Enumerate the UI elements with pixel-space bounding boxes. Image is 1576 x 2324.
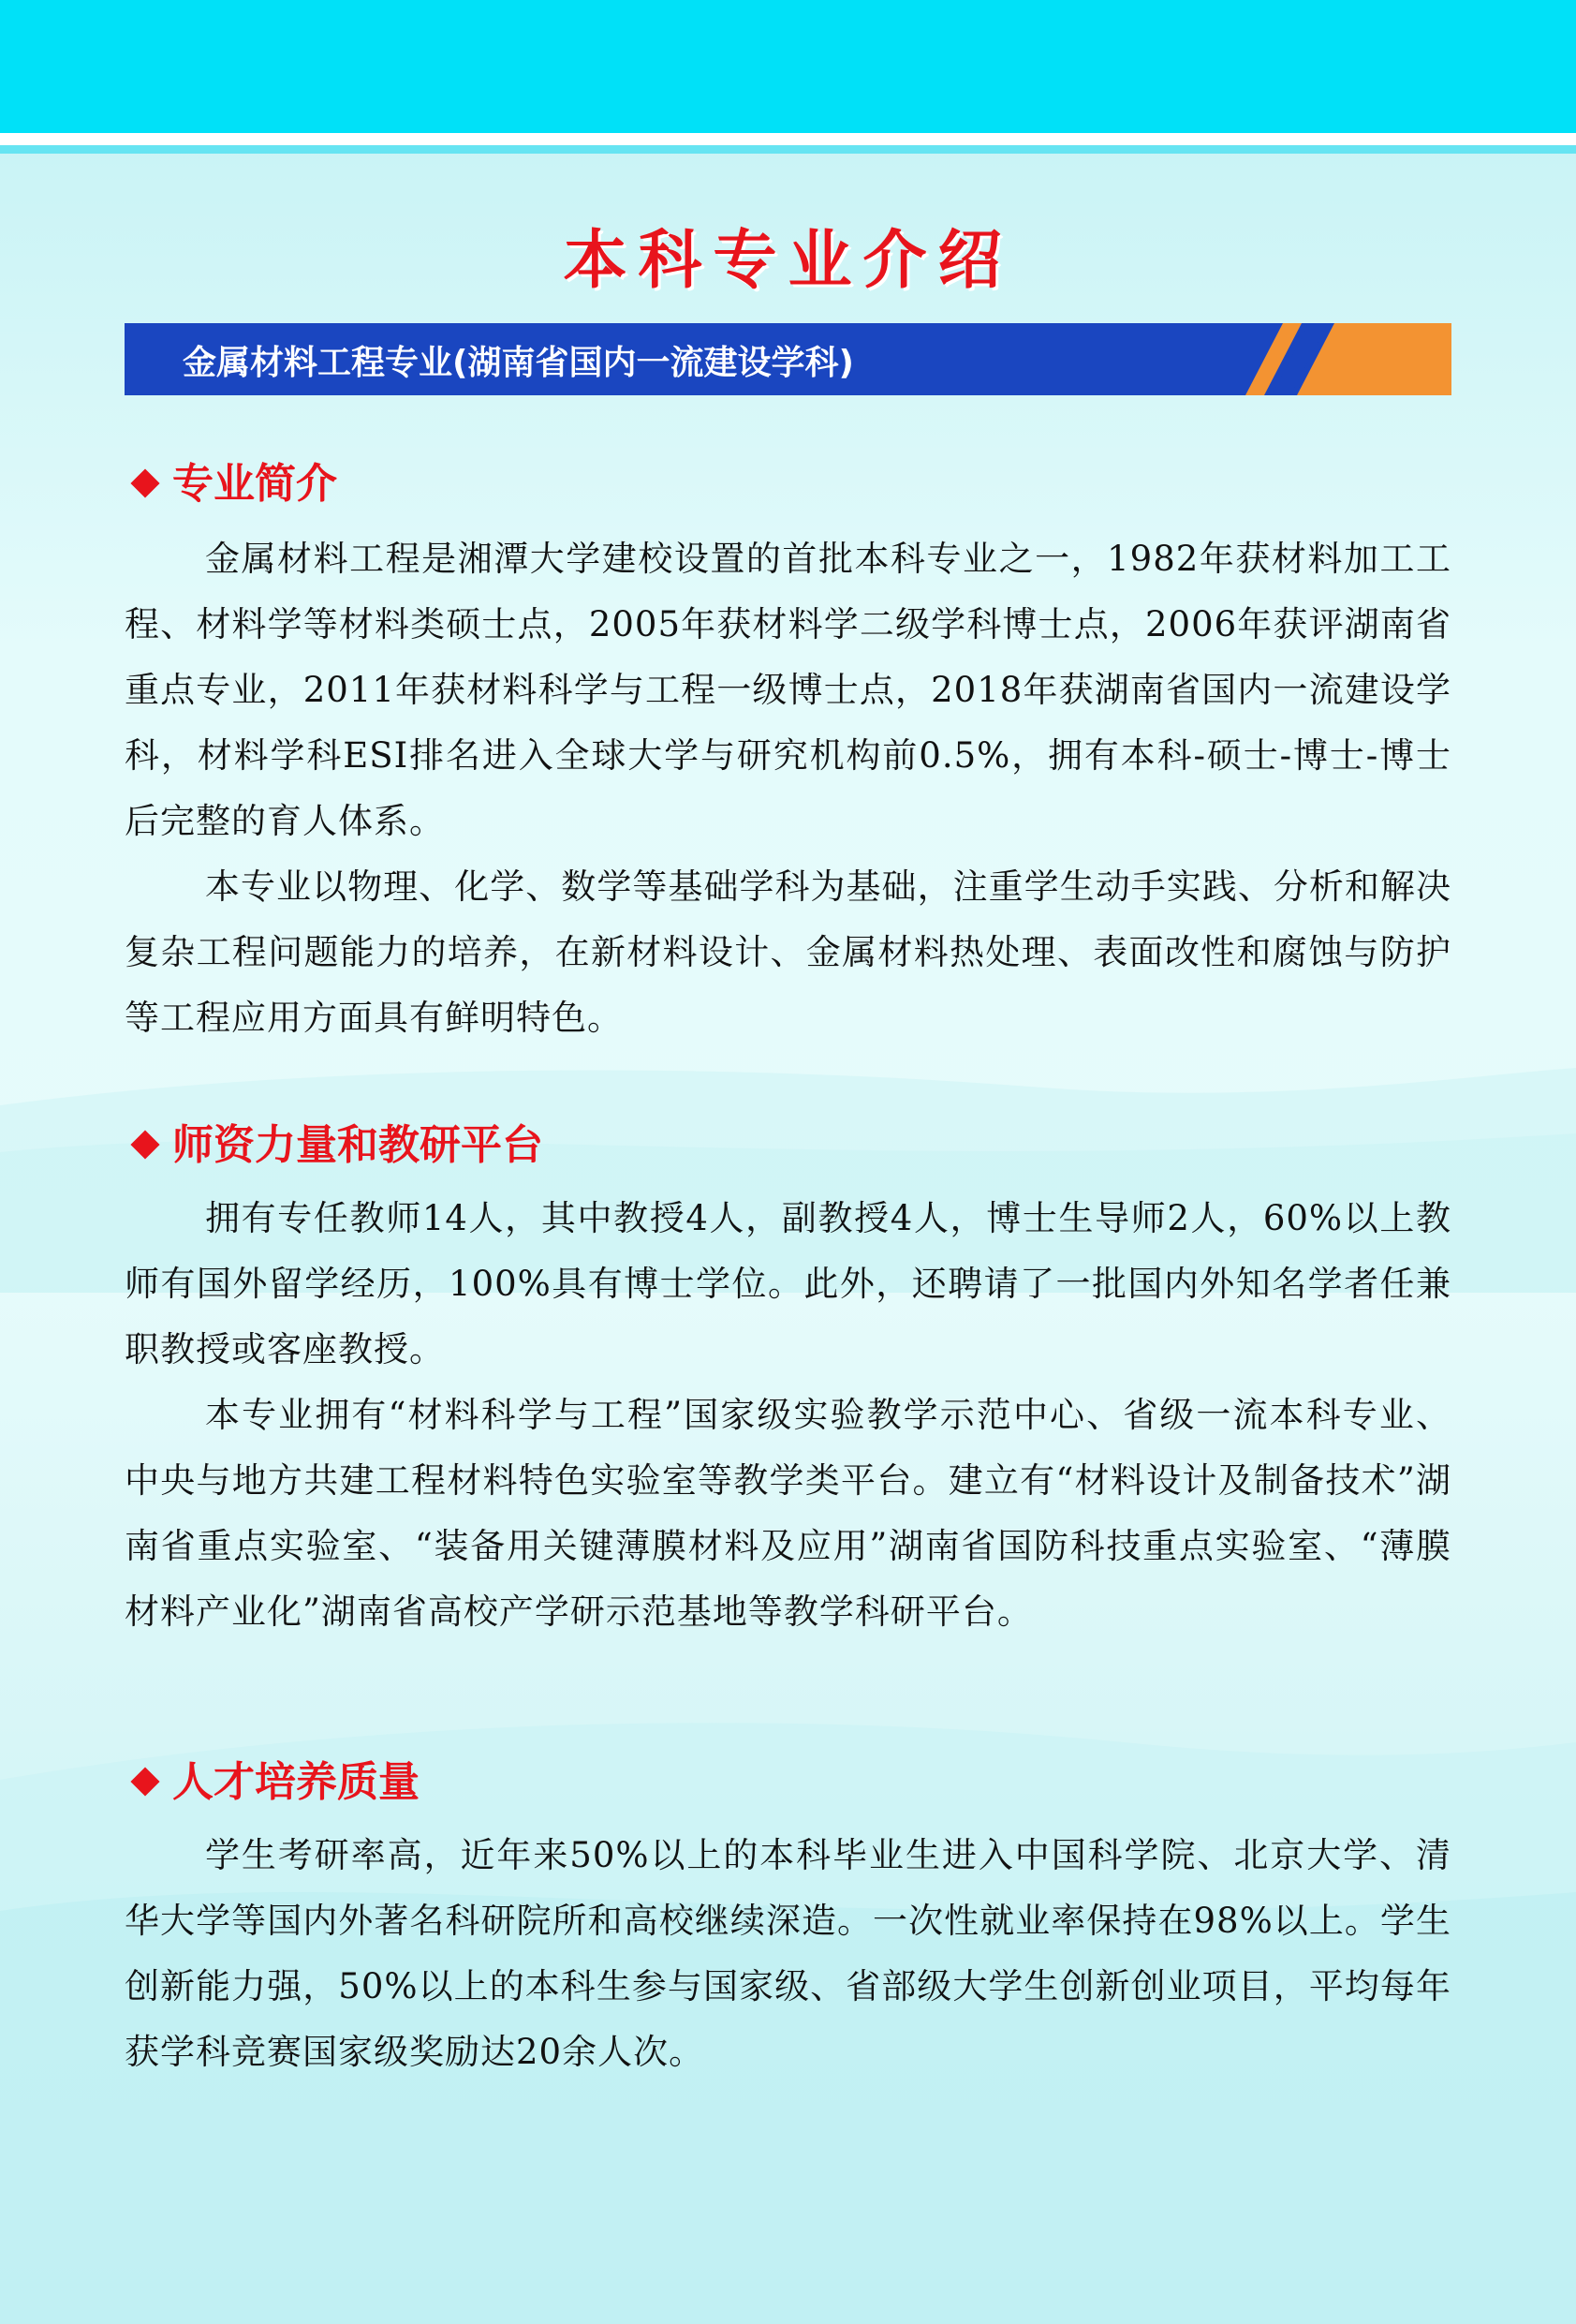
page-title: 本科专业介绍 xyxy=(563,224,1013,298)
top-blue-stripe xyxy=(0,145,1576,154)
top-white-stripe xyxy=(0,133,1576,145)
section-heading-faculty xyxy=(129,1118,543,1174)
paragraph-quality: 学生考研率高，近年来50%以上的本科毕业生进入中国科学院、北京大学、清华大学等国内外著名科研院所和高校继续深造。一次性就业率保持在98%以上。学生创新能力强，50%以上的本科生参与国家级、省部级大学生创新创业项目，平均每年获学科竞赛国家级奖励达20余人次。 xyxy=(125,1835,1451,2072)
diamond-bullet-icon xyxy=(130,468,159,497)
major-banner-title: 金属材料工程专业(湖南省国内一流建设学科) xyxy=(183,344,854,382)
section-heading-label: 人才培养质量 xyxy=(172,1758,420,1806)
paragraph-platforms: 本专业拥有“材料科学与工程”国家级实验教学示范中心、省级一流本科专业、中央与地方共建工程材料特色实验室等教学类平台。建立有“材料设计及制备技术”湖南省重点实验室、“装备用关键薄膜材料及应用”湖南省国防科技重点实验室、“薄膜材料产业化”湖南省高校产学研示范基地等教学科研平台。 xyxy=(125,1395,1451,1632)
top-cyan-band xyxy=(0,0,1576,133)
major-banner xyxy=(125,323,1451,395)
section-heading-label: 专业简介 xyxy=(172,460,337,508)
paragraph-intro-features: 本专业以物理、化学、数学等基础学科为基础，注重学生动手实践、分析和解决复杂工程问题能力的培养，在新材料设计、金属材料热处理、表面改性和腐蚀与防护等工程应用方面具有鲜明特色。 xyxy=(125,866,1451,1038)
section-heading-intro xyxy=(129,456,337,512)
diamond-bullet-icon xyxy=(130,1130,159,1159)
paragraph-intro-history: 金属材料工程是湘潭大学建校设置的首批本科专业之一，1982年获材料加工工程、材料学等材料类硕士点，2005年获材料学二级学科博士点，2006年获评湖南省重点专业，2011年获材料科学与工程一级博士点，2018年获湖南省国内一流建设学科，材料学科ESI排名进入全球大学与研究机构前0.5%，拥有本科-硕士-博士-博士后完整的育人体系。 xyxy=(125,539,1451,841)
paragraph-faculty: 拥有专任教师14人，其中教授4人，副教授4人，博士生导师2人，60%以上教师有国外留学经历，100%具有博士学位。此外，还聘请了一批国内外知名学者任兼职教授或客座教授。 xyxy=(125,1198,1451,1369)
section-heading-label: 师资力量和教研平台 xyxy=(172,1121,543,1169)
diamond-bullet-icon xyxy=(130,1767,159,1796)
section-heading-quality xyxy=(129,1754,420,1811)
banner-stripe-accent xyxy=(1208,323,1451,395)
